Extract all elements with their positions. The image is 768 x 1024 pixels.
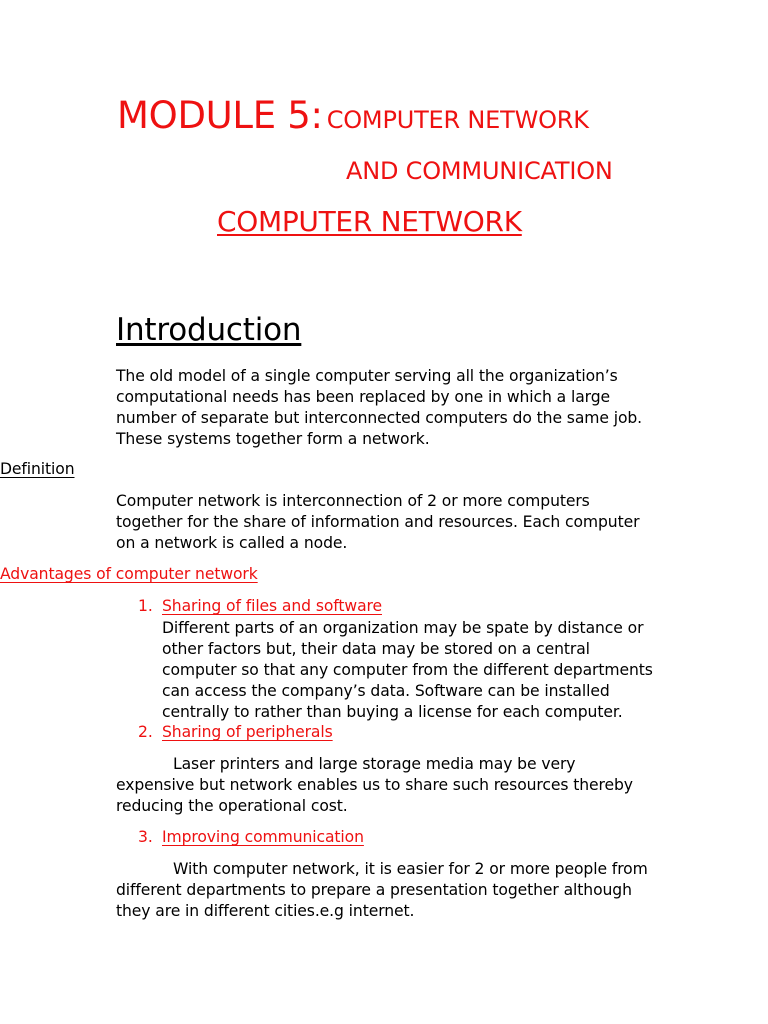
- list-item-number: 2.: [138, 723, 153, 741]
- module-title-line-2: AND COMMUNICATION: [346, 157, 613, 185]
- introduction-heading: Introduction: [116, 312, 302, 348]
- list-item-body: With computer network, it is easier for 2 or more people from different departments to prepare a presentation together although they are in different cities.e.g internet.: [116, 860, 648, 920]
- list-item-title: Sharing of peripherals: [162, 723, 333, 741]
- module-title-line-1: COMPUTER NETWORK: [326, 106, 589, 134]
- list-item-body: Laser printers and large storage media may be very expensive but network enables us to share such resources thereby reducing the operational cost.: [116, 755, 633, 815]
- section-title: COMPUTER NETWORK: [217, 205, 522, 238]
- introduction-paragraph: The old model of a single computer serving all the organization’s computational needs has been replaced by one in which a large number of separate but interconnected computers do the same job. These systems together form a network.: [116, 367, 643, 448]
- list-item-number: 1.: [138, 597, 153, 615]
- list-item-title: Improving communication: [162, 828, 364, 846]
- module-number: MODULE 5:: [117, 94, 323, 137]
- list-item-number: 3.: [138, 828, 153, 846]
- module-title: [117, 94, 589, 144]
- definition-paragraph: Computer network is interconnection of 2 or more computers together for the share of information and resources. Each computer on a network is called a node.: [116, 492, 640, 552]
- definition-heading: Definition: [0, 460, 75, 478]
- advantages-heading: Advantages of computer network: [0, 565, 258, 583]
- list-item-title: Sharing of files and software: [162, 597, 382, 615]
- list-item-body: Different parts of an organization may be spate by distance or other factors but, their data may be stored on a central computer so that any computer from the different departments can access the company’s data. Software can be installed centrally to rather than buying a license for each computer.: [162, 619, 653, 721]
